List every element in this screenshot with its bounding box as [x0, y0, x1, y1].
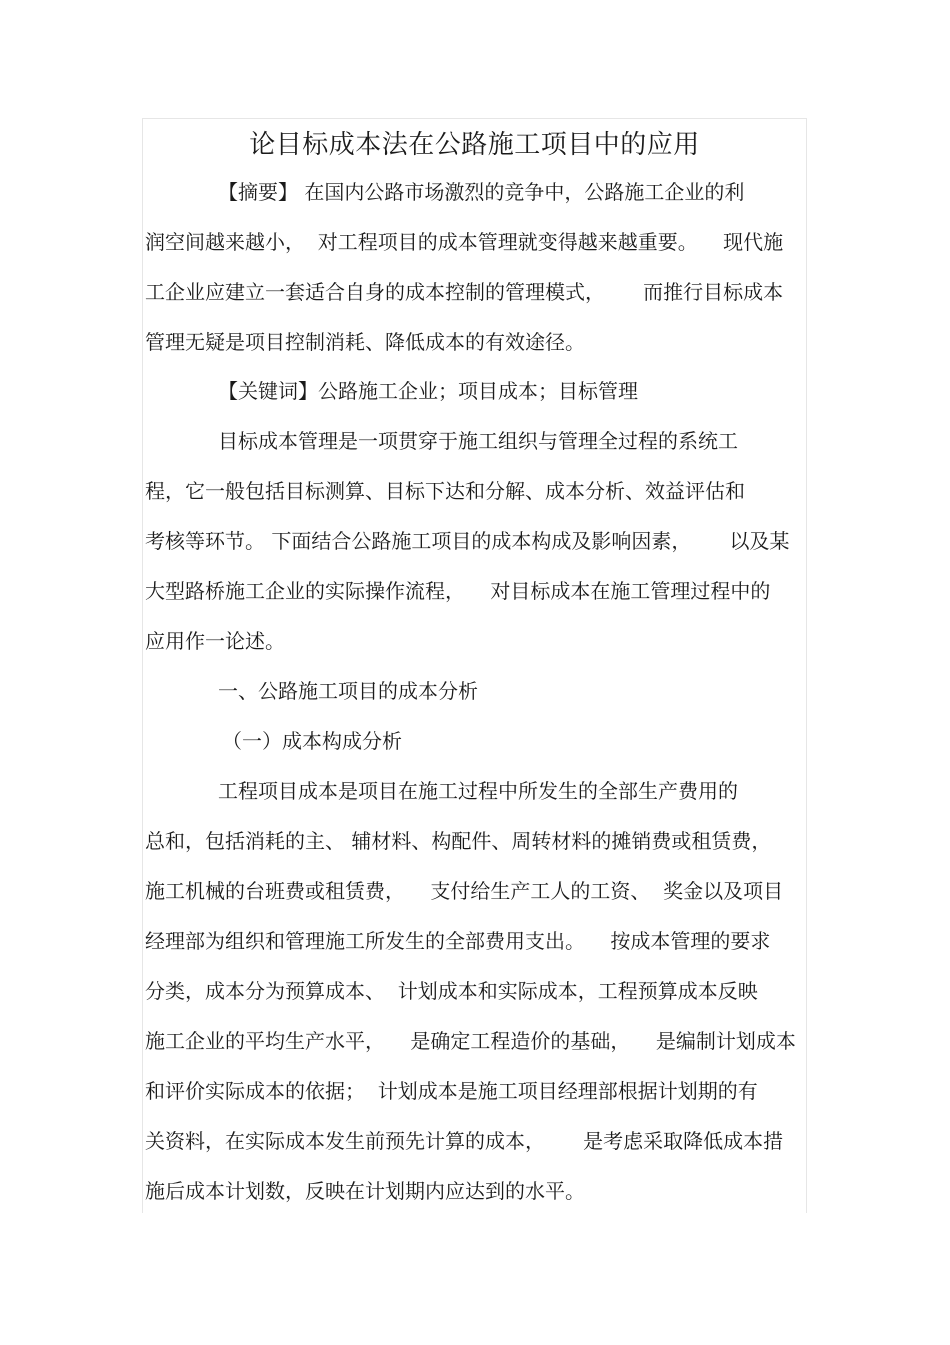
body-line-6: 工程项目成本是项目在施工过程中所发生的全部生产费用的 [218, 779, 738, 803]
abstract-line-1: 【摘要】 在国内公路市场激烈的竞争中，公路施工企业的利 [218, 180, 745, 204]
body-line-13: 关资料，在实际成本发生前预先计算的成本， 是考虑采取降低成本措 [145, 1129, 784, 1153]
body-line-3: 考核等环节。 下面结合公路施工项目的成本构成及影响因素， 以及某 [145, 529, 790, 553]
abstract-line-3: 工企业应建立一套适合自身的成本控制的管理模式， 而推行目标成本 [145, 280, 784, 304]
body-line-10: 分类，成本分为预算成本、 计划成本和实际成本，工程预算成本反映 [145, 979, 758, 1003]
body-line-5: 应用作一论述。 [145, 629, 285, 653]
body-line-12: 和评价实际成本的依据； 计划成本是施工项目经理部根据计划期的有 [145, 1079, 758, 1103]
body-line-2: 程，它一般包括目标测算、目标下达和分解、成本分析、效益评估和 [145, 479, 745, 503]
abstract-line-2: 润空间越来越小， 对工程项目的成本管理就变得越来越重要。 现代施 [145, 230, 784, 254]
document-title: 论目标成本法在公路施工项目中的应用 [249, 130, 700, 160]
body-line-14: 施后成本计划数，反映在计划期内应达到的水平。 [145, 1179, 585, 1203]
body-line-9: 经理部为组织和管理施工所发生的全部费用支出。 按成本管理的要求 [145, 929, 771, 953]
body-line-11: 施工企业的平均生产水平， 是确定工程造价的基础， 是编制计划成本 [145, 1029, 796, 1053]
keywords-line: 【关键词】公路施工企业；项目成本；目标管理 [218, 379, 638, 403]
body-line-8: 施工机械的台班费或租赁费， 支付给生产工人的工资、 奖金以及项目 [145, 879, 784, 903]
body-line-1: 目标成本管理是一项贯穿于施工组织与管理全过程的系统工 [218, 429, 738, 453]
body-line-4: 大型路桥施工企业的实际操作流程， 对目标成本在施工管理过程中的 [145, 579, 771, 603]
abstract-line-4: 管理无疑是项目控制消耗、降低成本的有效途径。 [145, 330, 585, 354]
section-heading-1: 一、公路施工项目的成本分析 [218, 679, 478, 703]
subsection-heading-1: （一）成本构成分析 [222, 729, 402, 753]
body-line-7: 总和，包括消耗的主、 辅材料、构配件、周转材料的摊销费或租赁费， [145, 829, 772, 853]
